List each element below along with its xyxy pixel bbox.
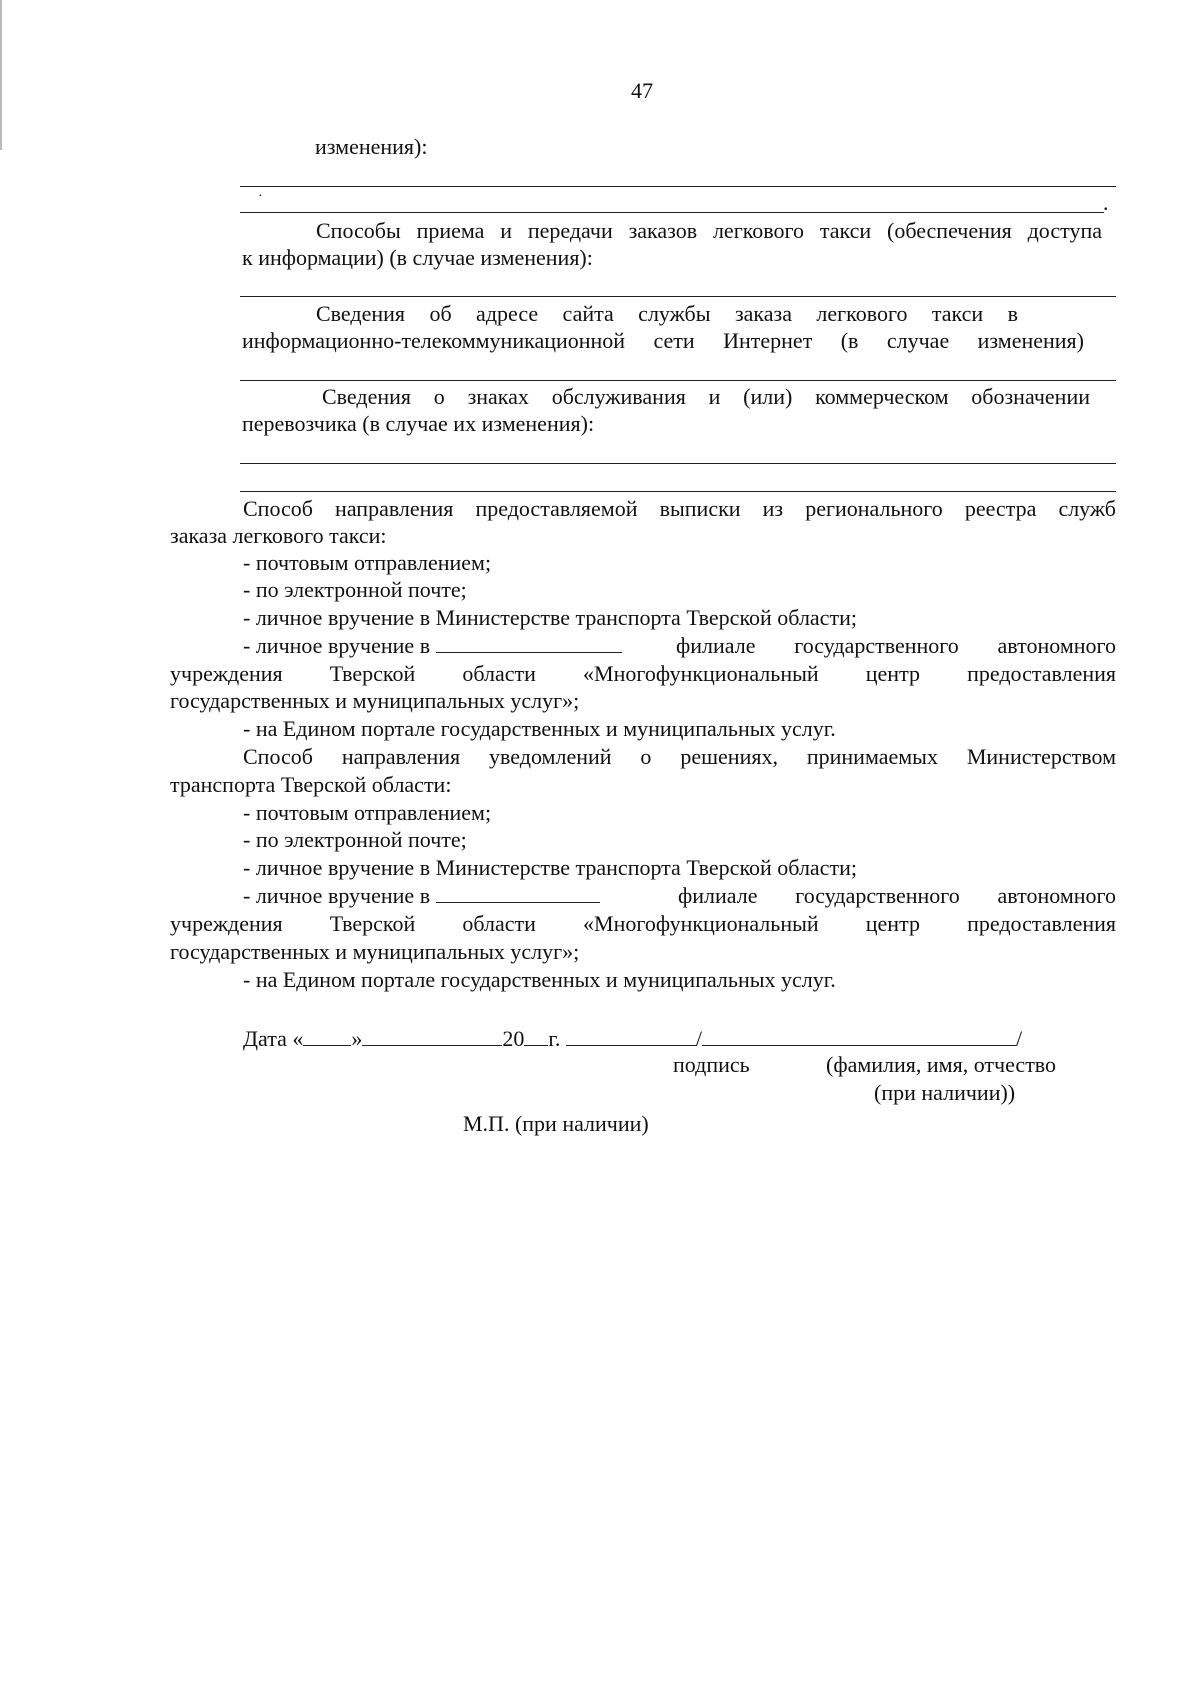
list-item: - почтовым отправлением; — [243, 550, 492, 575]
slash: / — [1016, 1026, 1023, 1051]
paragraph-service-marks-line2: перевозчика (в случае их изменения): — [242, 411, 595, 436]
notification-delivery-heading-line2: транспорта Тверской области: — [170, 772, 452, 797]
year-blank — [524, 1027, 548, 1046]
paragraph-order-methods-line1: Способы приема и передачи заказов легкового такси (обеспечения доступа — [316, 218, 1102, 243]
notification-delivery-heading-line1: Способ направления уведомлений о решениях, принимаемых Министерством — [243, 744, 1116, 769]
list-item: - почтовым отправлением; — [243, 800, 492, 825]
caption-signature: подпись — [673, 1052, 750, 1077]
list-item: - по электронной почте; — [243, 827, 467, 852]
fill-line — [240, 491, 1116, 492]
paragraph-website-line1: Сведения об адресе сайта службы заказа легкового такси в — [316, 301, 1018, 326]
fill-line — [240, 296, 1116, 297]
paragraph-order-methods-line2: к информации) (в случае изменения): — [242, 245, 593, 270]
year-prefix: 20 — [502, 1026, 525, 1051]
day-blank — [303, 1027, 351, 1046]
list-item — [243, 633, 622, 659]
paragraph-service-marks-line1: Сведения о знаках обслуживания и (или) коммерческом обозначении — [322, 384, 1090, 409]
list-item-text: - личное вручение в — [243, 633, 431, 658]
caption-name-line2: (при наличии)) — [874, 1080, 1016, 1105]
page-number: 47 — [631, 78, 653, 103]
list-item-text: государственных и муниципальных услуг»; — [170, 688, 580, 713]
signature-date-line — [243, 1026, 1022, 1052]
fill-line — [240, 380, 1116, 381]
scan-edge — [0, 0, 2, 150]
fill-line — [240, 186, 1116, 187]
scan-mark: . — [1103, 190, 1109, 215]
list-item-text: государственных и муниципальных услуг»; — [170, 939, 580, 964]
extract-delivery-heading-line2: заказа легкового такси: — [170, 523, 387, 548]
month-blank — [362, 1027, 502, 1046]
list-item: - личное вручение в Министерстве транспорта Тверской области; — [243, 855, 857, 880]
list-item-text: филиале государственного автономного — [678, 883, 1116, 908]
fill-blank — [436, 634, 622, 653]
scan-mark: · — [258, 189, 263, 204]
slash: / — [695, 1026, 703, 1051]
signature-blank — [566, 1027, 696, 1046]
list-item-text: учреждения Тверской области «Многофункциональный центр предоставления — [170, 661, 1116, 686]
list-item: - на Едином портале государственных и муниципальных услуг. — [243, 716, 836, 741]
list-item: - по электронной почте; — [243, 577, 467, 602]
name-blank — [702, 1027, 1016, 1046]
paragraph-website-line2: информационно-телекоммуникационной сети Интернет (в случае изменения) — [242, 328, 1084, 353]
list-item: - на Едином портале государственных и муниципальных услуг. — [243, 967, 836, 992]
fill-blank — [436, 884, 600, 903]
date-label: Дата « — [243, 1026, 304, 1051]
list-item-text: - личное вручение в — [243, 883, 431, 908]
seal-label: М.П. (при наличии) — [463, 1111, 649, 1136]
year-suffix: г. — [548, 1026, 561, 1051]
date-quote: » — [351, 1026, 363, 1051]
extract-delivery-heading-line1: Способ направления предоставляемой выписки из регионального реестра служб — [243, 496, 1116, 521]
list-item-text: филиале государственного автономного — [676, 633, 1116, 658]
paragraph-fragment: изменения): — [315, 134, 428, 159]
fill-line — [240, 212, 1104, 213]
list-item: - личное вручение в Министерстве транспорта Тверской области; — [243, 605, 857, 630]
caption-name-line1: (фамилия, имя, отчество — [826, 1052, 1057, 1077]
list-item-text: учреждения Тверской области «Многофункциональный центр предоставления — [170, 911, 1116, 936]
fill-line — [240, 463, 1116, 464]
list-item — [243, 883, 600, 909]
